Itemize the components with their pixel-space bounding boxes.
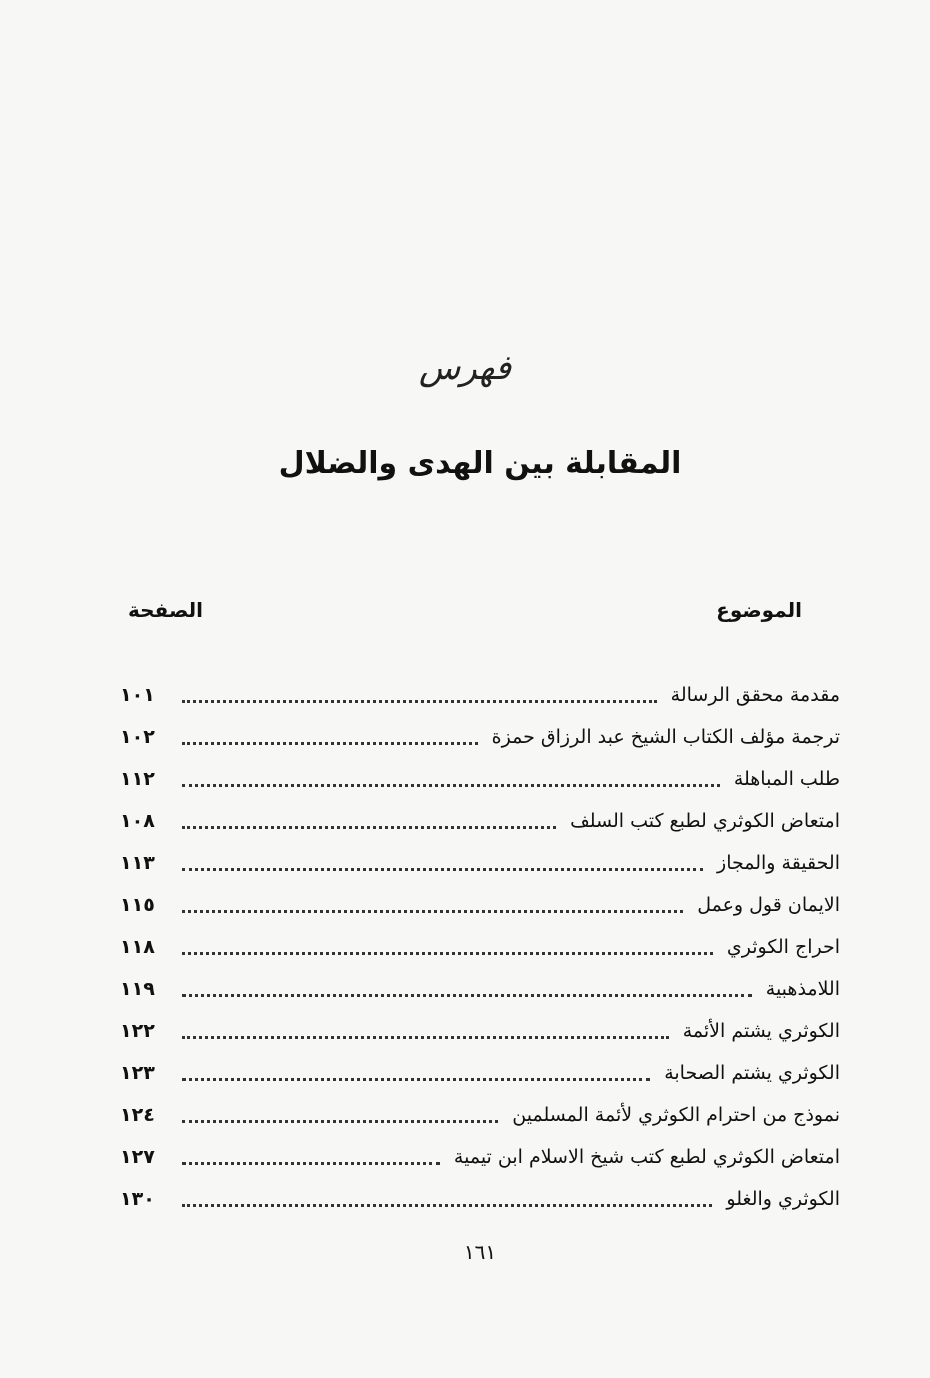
- book-title: المقابلة بين الهدى والضلال: [278, 446, 682, 481]
- toc-row: [120, 716, 840, 758]
- toc-row: [120, 1010, 840, 1052]
- toc-row: [120, 1052, 840, 1094]
- toc-entry-page: ١١٣: [120, 852, 155, 874]
- toc-entry-page: ١٢٤: [120, 1104, 155, 1126]
- toc-entry-page: ١٠٨: [120, 810, 155, 832]
- dot-leader: [182, 1120, 498, 1123]
- toc-entry-page: ١٠١: [120, 684, 155, 706]
- dot-leader: [182, 952, 713, 955]
- toc-row: [120, 758, 840, 800]
- toc-entry-title: احراج الكوثري: [726, 936, 840, 958]
- toc-row: [120, 884, 840, 926]
- toc-entry-page: ١٣٠: [120, 1188, 155, 1210]
- toc-row: [120, 1094, 840, 1136]
- toc-row: [120, 1178, 840, 1220]
- toc-entry-title: اللامذهبية: [765, 978, 840, 1000]
- toc-entry-title: الحقيقة والمجاز: [717, 852, 840, 874]
- toc-entry-title: الايمان قول وعمل: [697, 894, 840, 916]
- dot-leader: [182, 784, 720, 787]
- toc-entry-title: مقدمة محقق الرسالة: [670, 684, 840, 706]
- toc-row: [120, 674, 840, 716]
- toc-row: [120, 842, 840, 884]
- toc-row: [120, 800, 840, 842]
- toc-row: [120, 1136, 840, 1178]
- dot-leader: [182, 700, 657, 703]
- dot-leader: [182, 1078, 650, 1081]
- toc-entry-page: ١٢٢: [120, 1020, 155, 1042]
- toc-entry-title: الكوثري والغلو: [726, 1188, 840, 1210]
- toc-entry-title: الكوثري يشتم الأئمة: [682, 1020, 840, 1042]
- toc-entry-title: الكوثري يشتم الصحابة: [664, 1062, 840, 1084]
- toc-entry-page: ١١٥: [120, 894, 155, 916]
- toc-entry-page: ١٢٧: [120, 1146, 155, 1168]
- topic-column-header: الموضوع: [716, 598, 802, 622]
- table-of-contents: [120, 674, 840, 1220]
- toc-entry-title: امتعاض الكوثري لطبع كتب السلف: [570, 810, 840, 832]
- toc-entry-page: ١٠٢: [120, 726, 155, 748]
- toc-entry-title: ترجمة مؤلف الكتاب الشيخ عبد الرزاق حمزة: [491, 726, 840, 748]
- dot-leader: [182, 1162, 440, 1165]
- dot-leader: [182, 742, 478, 745]
- dot-leader: [182, 868, 703, 871]
- toc-entry-page: ١١٨: [120, 936, 155, 958]
- toc-row: [120, 968, 840, 1010]
- toc-entry-title: امتعاض الكوثري لطبع كتب شيخ الاسلام ابن تيمية: [453, 1146, 840, 1168]
- dot-leader: [182, 1204, 712, 1207]
- dot-leader: [182, 994, 752, 997]
- page-number: ١٦١: [463, 1240, 497, 1264]
- toc-entry-page: ١١٢: [120, 768, 155, 790]
- dot-leader: [182, 826, 556, 829]
- dot-leader: [182, 910, 683, 913]
- toc-entry-title: طلب المباهلة: [733, 768, 840, 790]
- page-column-header: الصفحة: [128, 598, 204, 622]
- toc-entry-title: نموذج من احترام الكوثري لأئمة المسلمين: [512, 1104, 840, 1126]
- toc-row: [120, 926, 840, 968]
- toc-entry-page: ١١٩: [120, 978, 155, 1000]
- contents-heading: فهرس: [418, 348, 512, 388]
- toc-entry-page: ١٢٣: [120, 1062, 155, 1084]
- dot-leader: [182, 1036, 669, 1039]
